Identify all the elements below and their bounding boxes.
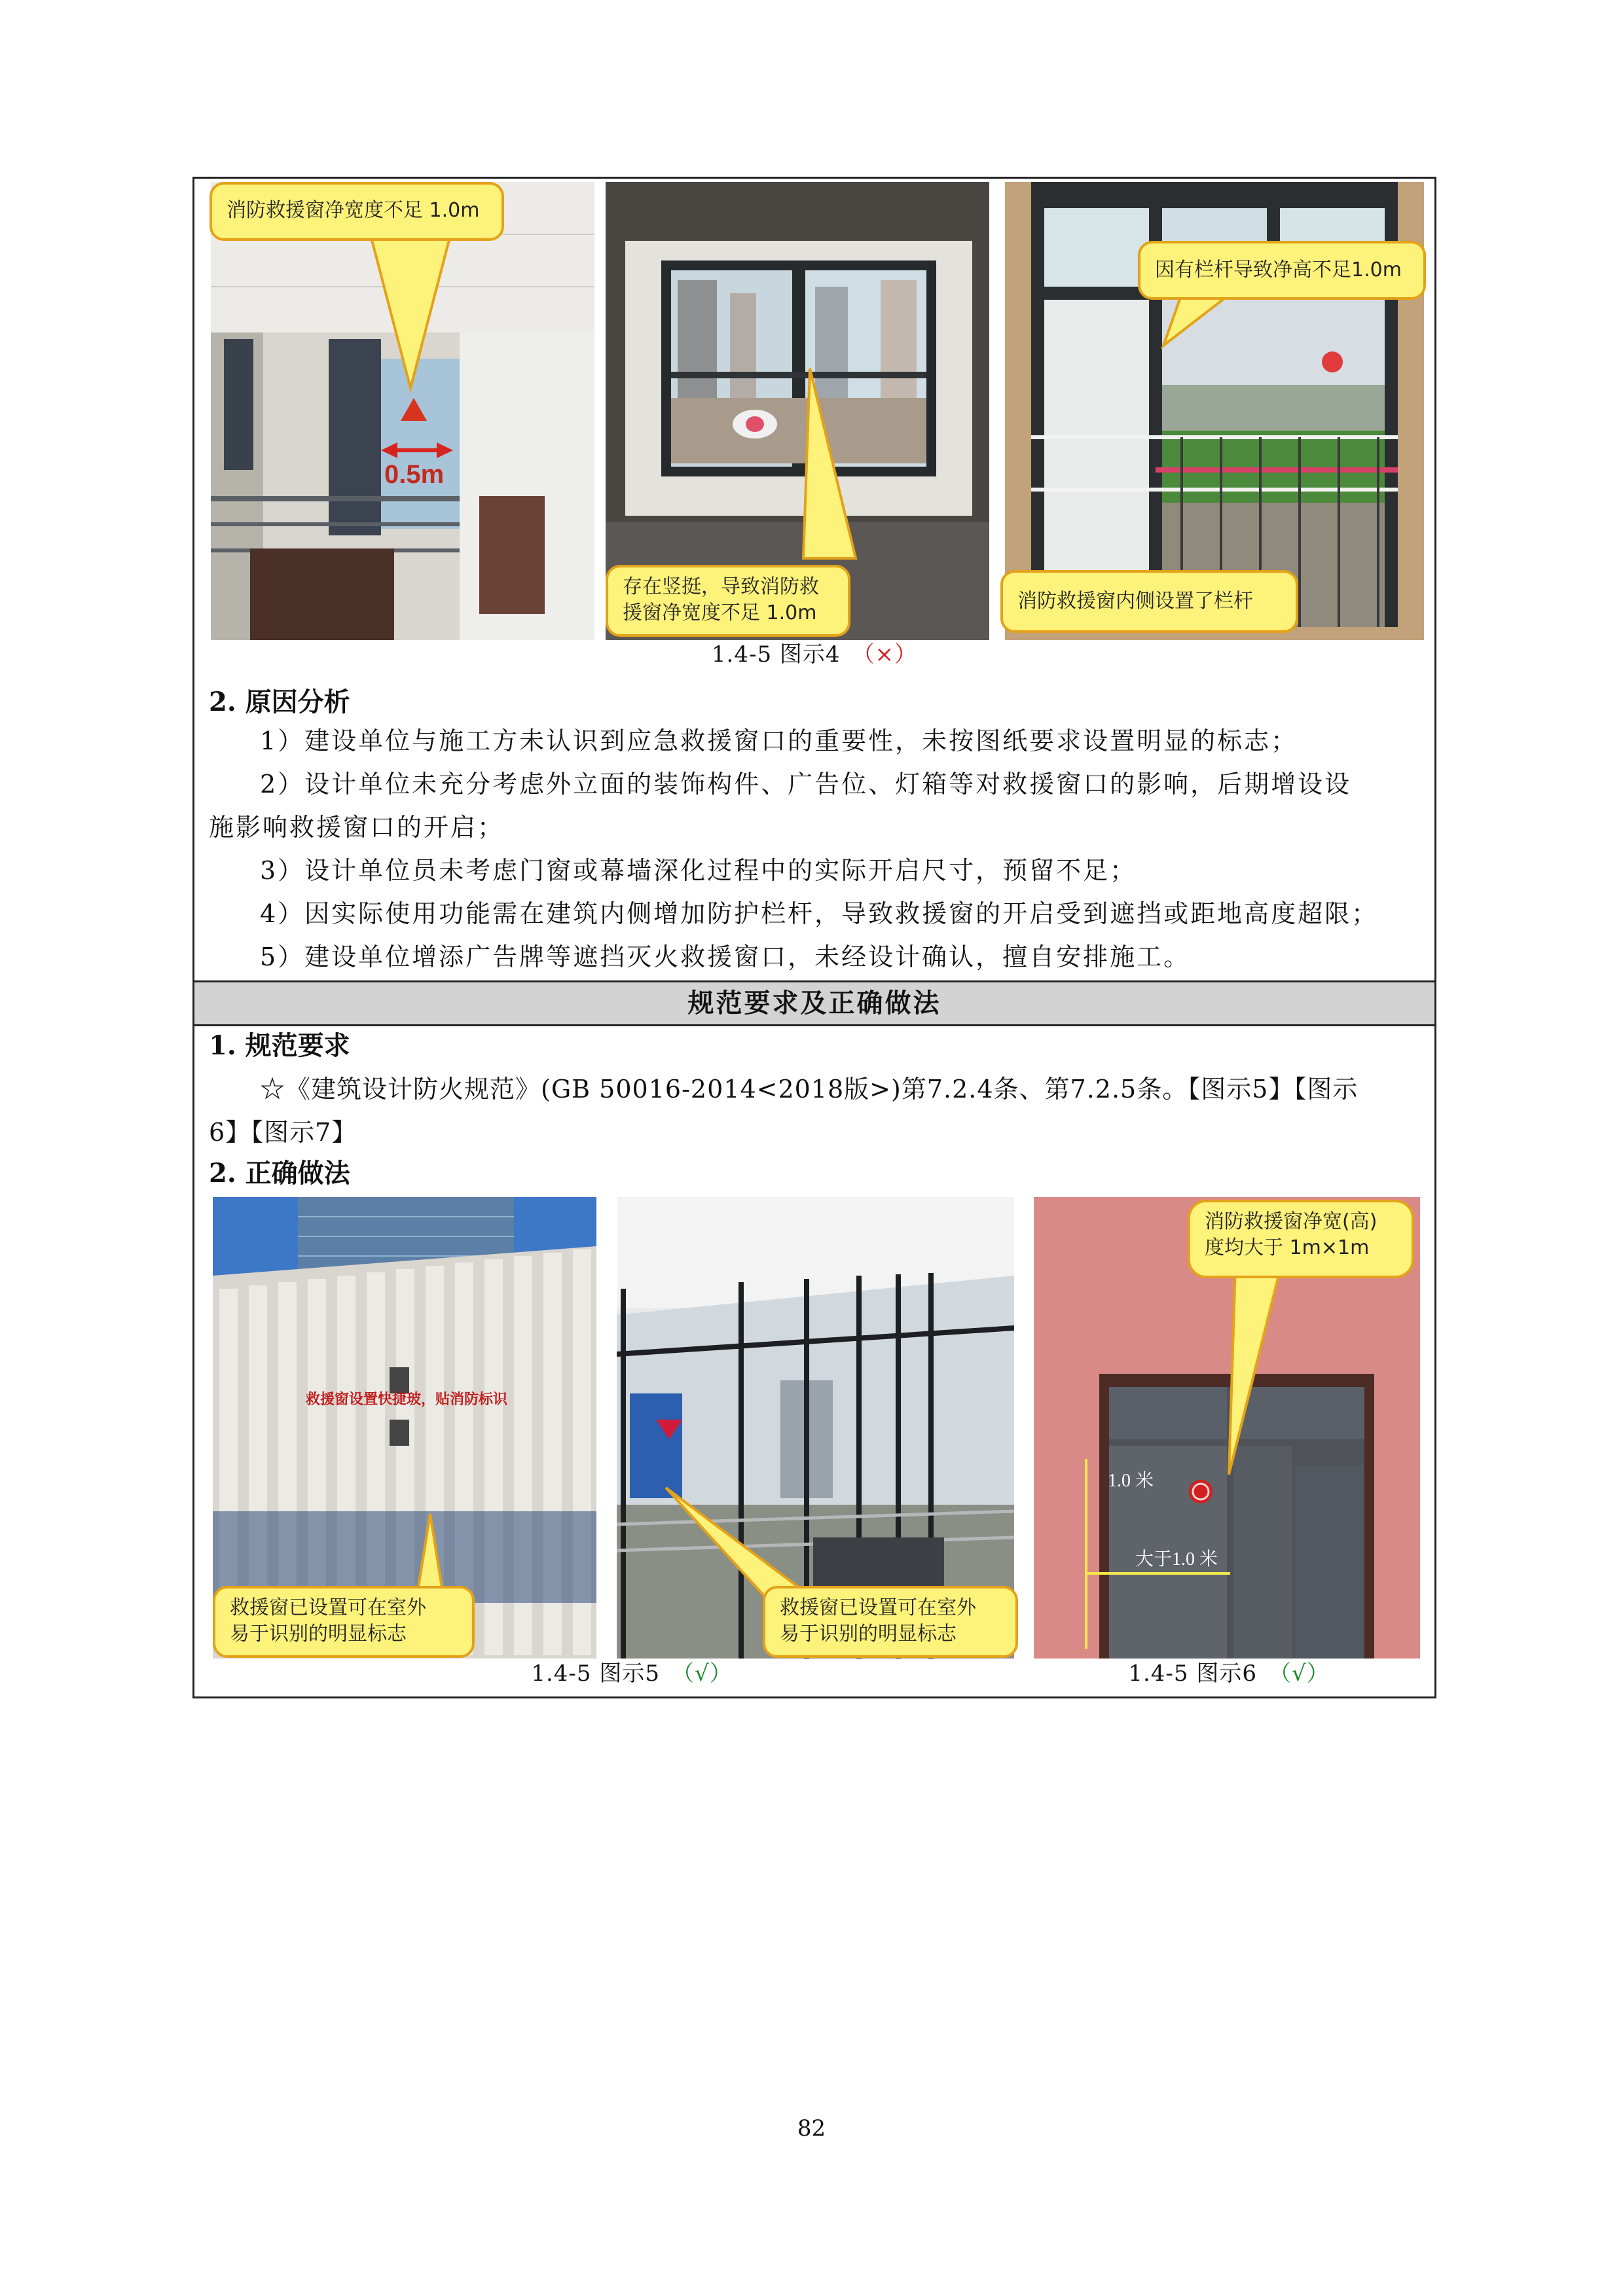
analysis-item-3: 3）设计单位员未考虑门窗或幕墙深化过程中的实际开启尺寸，预留不足；: [260, 856, 1137, 885]
check-mark-5: （√）: [671, 1660, 733, 1687]
callout-facade-sign: 救援窗已设置可在室外 易于识别的明显标志: [213, 1586, 475, 1658]
page-number: 82: [797, 2115, 826, 2142]
door-width-label: 大于1.0 米: [1135, 1549, 1218, 1570]
figure6-caption-text: 1.4-5 图示6: [1128, 1660, 1257, 1687]
figure5-caption: [475, 1659, 789, 1688]
spec-line-2: 6】【图示7】: [209, 1118, 357, 1147]
figure6-caption: [1072, 1659, 1386, 1688]
analysis-item-4: 4）因实际使用功能需在建筑内侧增加防护栏杆，导致救援窗的开启受到遮挡或距地高度超限；: [260, 899, 1379, 928]
facade-overlay-text: 救援窗设置快捷玻，贴消防标识: [306, 1391, 508, 1407]
measure-label: 0.5m: [384, 460, 445, 489]
analysis-item-2-cont: 施影响救援窗口的开启；: [209, 813, 505, 842]
callout-railing-height: 因有栏杆导致净高不足1.0m: [1138, 241, 1426, 300]
figure4-caption: [194, 640, 1434, 669]
door-height-label: 1.0 米: [1108, 1471, 1154, 1491]
callout-window-size: 消防救援窗净宽(高) 度均大于 1m×1m: [1188, 1200, 1414, 1278]
spec-line-1: ☆《建筑设计防火规范》(GB 50016-2014<2018版>)第7.2.4条、第7.2.5条。【图示5】【图示: [260, 1075, 1359, 1103]
analysis-item-2: 2）设计单位未充分考虑外立面的装饰构件、广告位、灯箱等对救援窗口的影响，后期增设设: [260, 770, 1352, 798]
callout-inner-railing: 消防救援窗内侧设置了栏杆: [1000, 570, 1298, 633]
cross-mark: （×）: [852, 641, 918, 668]
callout-interior-sign: 救援窗已设置可在室外 易于识别的明显标志: [763, 1586, 1018, 1658]
document-frame: [192, 177, 1436, 1698]
correct-heading: 2. 正确做法: [209, 1158, 350, 1189]
analysis-item-5: 5）建设单位增添广告牌等遮挡灭火救援窗口，未经设计确认，擅自安排施工。: [260, 942, 1191, 971]
callout-narrow-width: 消防救援窗净宽度不足 1.0m: [210, 182, 504, 241]
figure5-caption-text: 1.4-5 图示5: [531, 1660, 660, 1687]
figure4-caption-text: 1.4-5 图示4: [711, 641, 841, 668]
check-mark-6: （√）: [1268, 1660, 1330, 1687]
analysis-heading: 2. 原因分析: [209, 687, 350, 717]
section-band-title: 规范要求及正确做法: [194, 980, 1434, 1026]
analysis-item-1: 1）建设单位与施工方未认识到应急救援窗口的重要性，未按图纸要求设置明显的标志；: [260, 726, 1298, 755]
callout-mullion: 存在竖挺，导致消防救 援窗净宽度不足 1.0m: [606, 565, 850, 637]
spec-heading: 1. 规范要求: [209, 1030, 350, 1061]
